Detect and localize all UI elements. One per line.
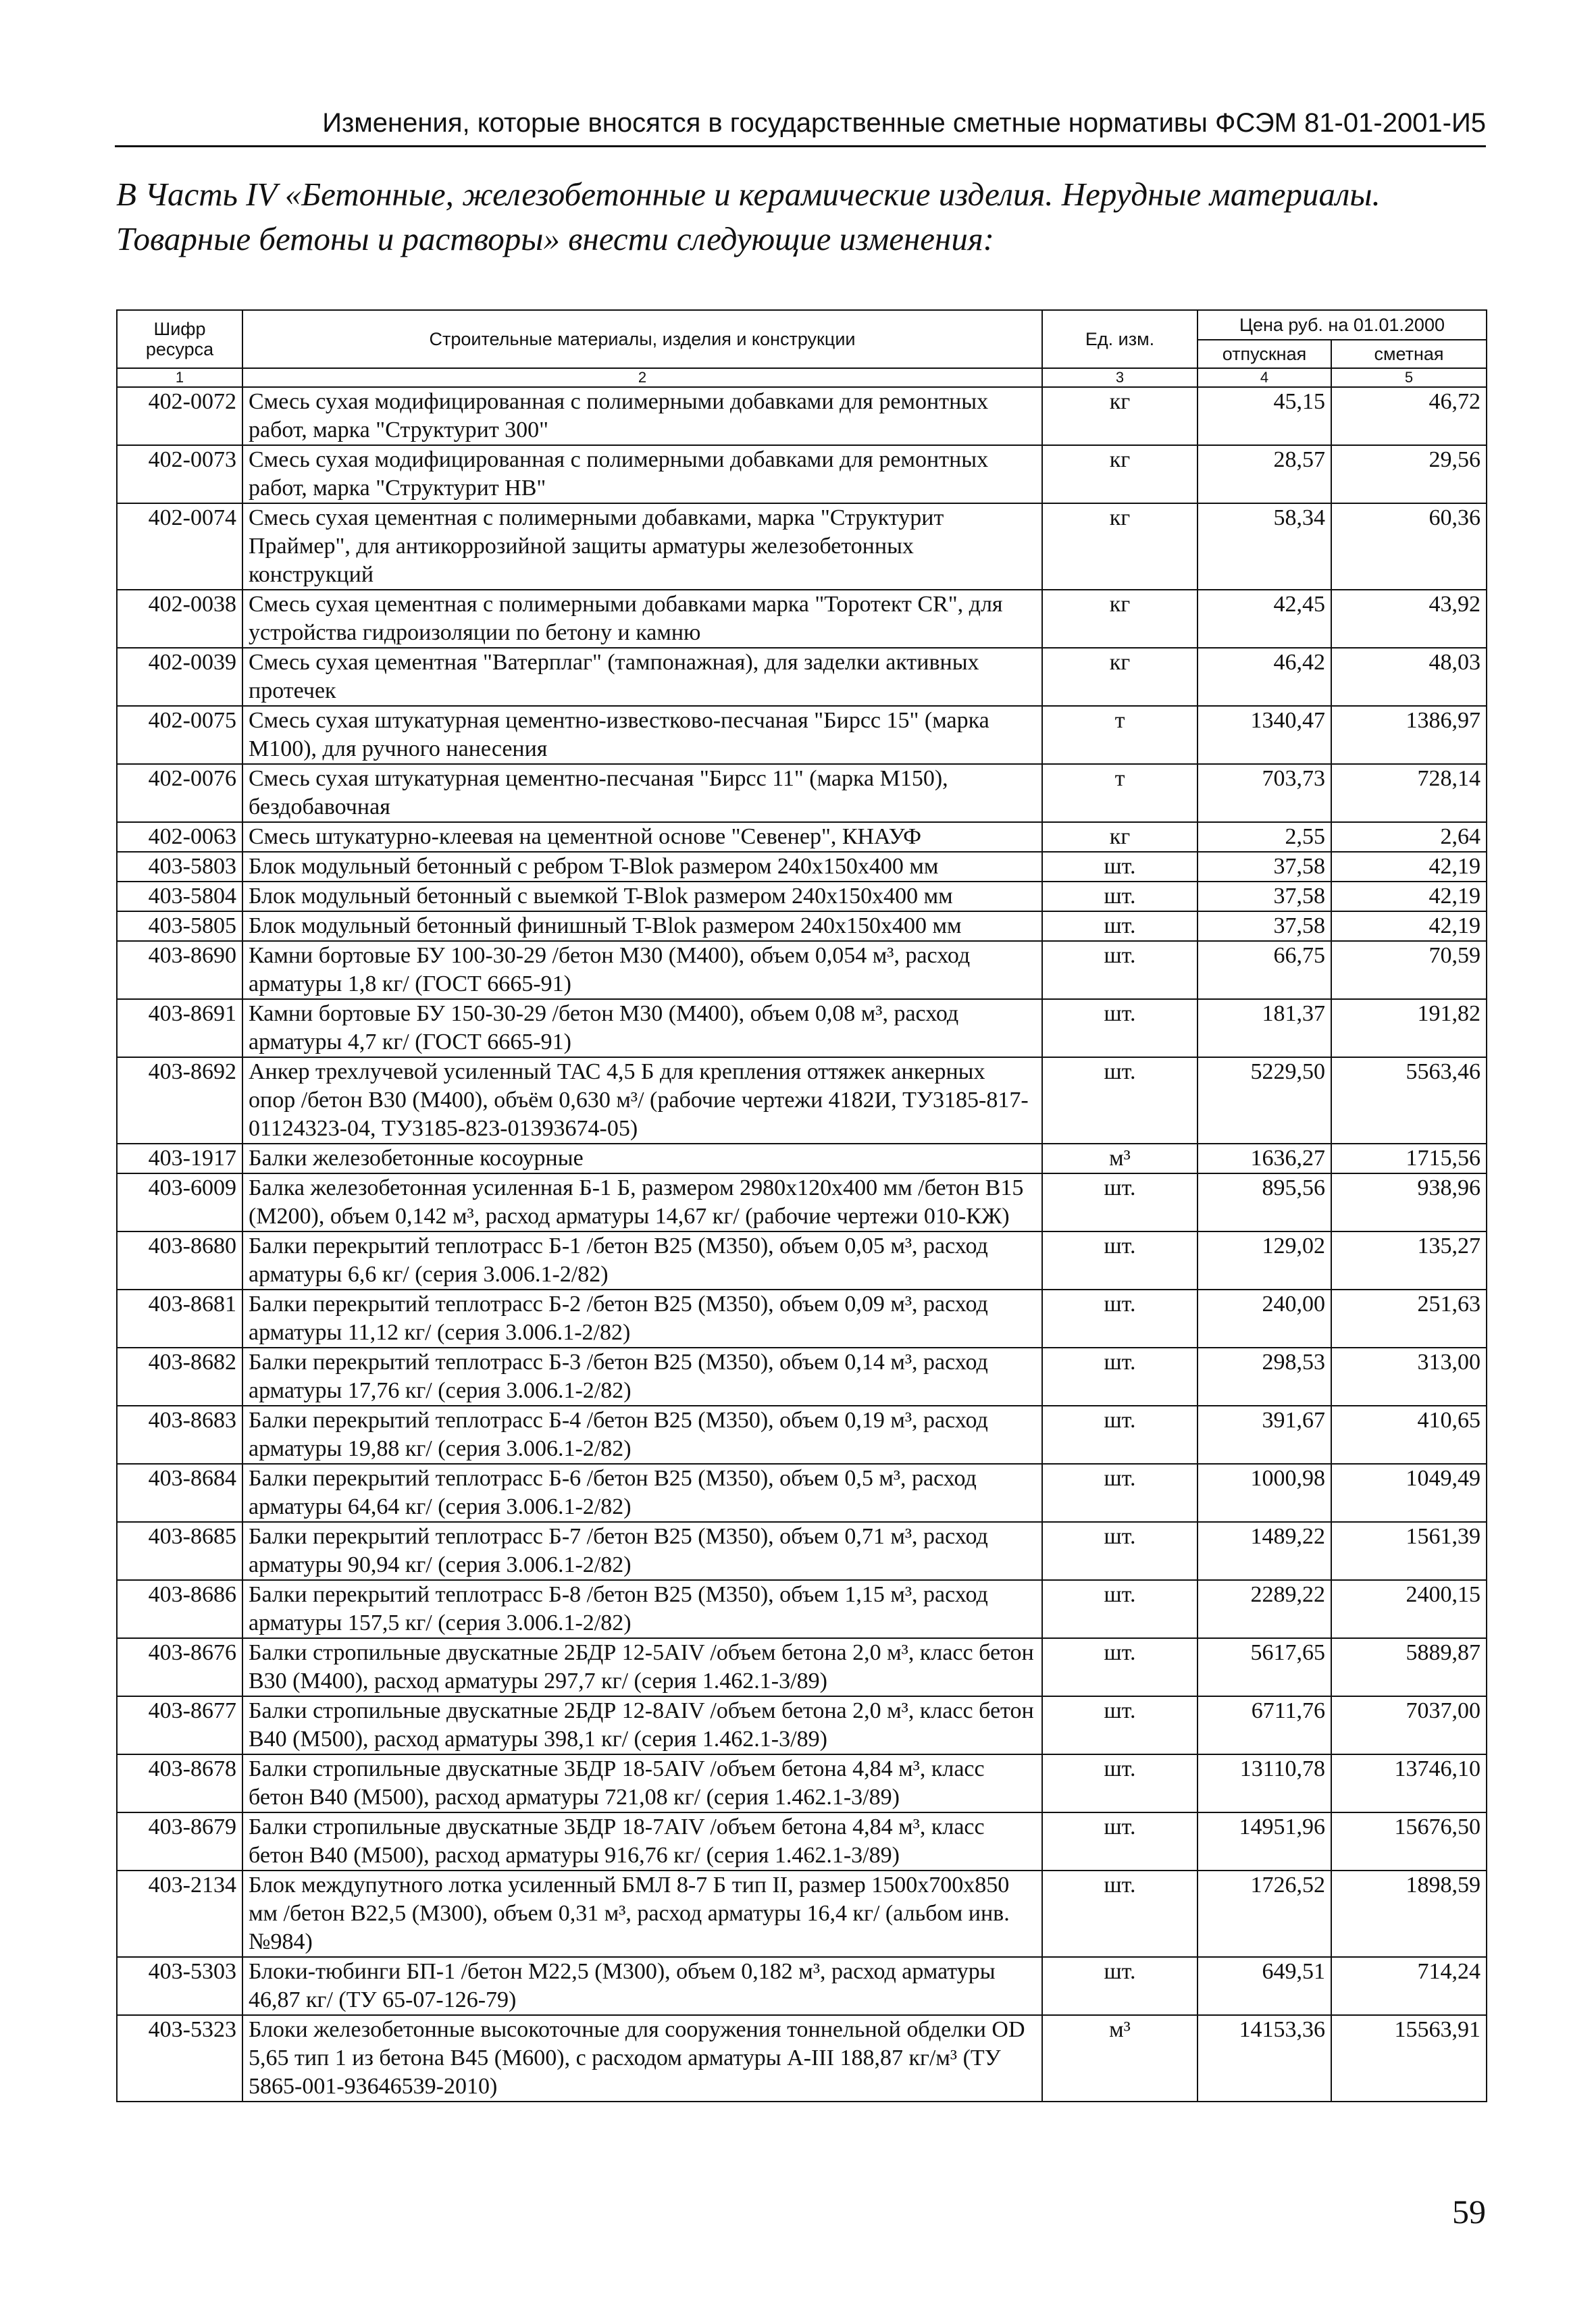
unit-of-measure: м³ <box>1042 1144 1198 1173</box>
release-price: 129,02 <box>1198 1231 1331 1290</box>
material-name: Балка железобетонная усиленная Б-1 Б, размером 2980х120х400 мм /бетон В15 (М200), объем 0,142 м³, расход арматуры 14,67 кг/ (рабочие чертежи 010-КЖ) <box>242 1173 1042 1231</box>
table-row <box>117 1290 1487 1348</box>
material-name: Блок модульный бетонный с ребром T-Blok размером 240х150х400 мм <box>242 852 1042 882</box>
unit-of-measure: м³ <box>1042 2015 1198 2102</box>
release-price: 1636,27 <box>1198 1144 1331 1173</box>
estimate-price: 191,82 <box>1331 999 1487 1057</box>
unit-of-measure: шт. <box>1042 1406 1198 1464</box>
table-row <box>117 1638 1487 1696</box>
estimate-price: 15563,91 <box>1331 2015 1487 2102</box>
table-row <box>117 911 1487 941</box>
material-name: Смесь сухая цементная с полимерными добавками, марка "Структурит Праймер", для антикоррозийной защиты арматуры железобетонных конструкций <box>242 503 1042 590</box>
release-price: 5617,65 <box>1198 1638 1331 1696</box>
estimate-price: 251,63 <box>1331 1290 1487 1348</box>
unit-of-measure: кг <box>1042 648 1198 706</box>
header-release-price: отпускная <box>1198 340 1331 368</box>
material-name: Блок модульный бетонный с выемкой T-Blok размером 240х150х400 мм <box>242 882 1042 911</box>
resource-code: 403-5804 <box>117 882 242 911</box>
release-price: 703,73 <box>1198 764 1331 822</box>
estimate-price: 938,96 <box>1331 1173 1487 1231</box>
resource-code: 403-1917 <box>117 1144 242 1173</box>
unit-of-measure: шт. <box>1042 1812 1198 1871</box>
table-header <box>117 310 1487 387</box>
material-name: Балки стропильные двускатные 2БДР 12-5AIV /объем бетона 2,0 м³, класс бетон В30 (М400), расход арматуры 297,7 кг/ (серия 1.462.1-3/89) <box>242 1638 1042 1696</box>
resource-code: 403-5323 <box>117 2015 242 2102</box>
material-name: Камни бортовые БУ 150-30-29 /бетон М30 (М400), объем 0,08 м³, расход арматуры 4,7 кг/ (ГОСТ 6665-91) <box>242 999 1042 1057</box>
release-price: 58,34 <box>1198 503 1331 590</box>
material-name: Балки перекрытий теплотрасс Б-4 /бетон В25 (М350), объем 0,19 м³, расход арматуры 19,88 кг/ (серия 3.006.1-2/82) <box>242 1406 1042 1464</box>
resource-code: 403-8682 <box>117 1348 242 1406</box>
material-name: Смесь сухая цементная с полимерными добавками марка "Торотект CR", для устройства гидроизоляции по бетону и камню <box>242 590 1042 648</box>
table-row <box>117 1522 1487 1580</box>
table-row <box>117 503 1487 590</box>
resource-code: 402-0075 <box>117 706 242 764</box>
estimate-price: 42,19 <box>1331 882 1487 911</box>
estimate-price: 48,03 <box>1331 648 1487 706</box>
estimate-price: 1715,56 <box>1331 1144 1487 1173</box>
release-price: 1340,47 <box>1198 706 1331 764</box>
release-price: 649,51 <box>1198 1957 1331 2015</box>
release-price: 13110,78 <box>1198 1754 1331 1812</box>
resource-code: 403-8684 <box>117 1464 242 1522</box>
header-estimate-price: сметная <box>1331 340 1487 368</box>
release-price: 6711,76 <box>1198 1696 1331 1754</box>
resource-code: 403-8686 <box>117 1580 242 1638</box>
table-row <box>117 1348 1487 1406</box>
material-name: Смесь сухая модифицированная с полимерными добавками для ремонтных работ, марка "Структурит НВ" <box>242 445 1042 503</box>
unit-of-measure: шт. <box>1042 852 1198 882</box>
estimate-price: 5563,46 <box>1331 1057 1487 1144</box>
column-numbers-row <box>117 368 1487 387</box>
resource-code: 403-2134 <box>117 1871 242 1957</box>
material-name: Балки перекрытий теплотрасс Б-2 /бетон В25 (М350), объем 0,09 м³, расход арматуры 11,12 кг/ (серия 3.006.1-2/82) <box>242 1290 1042 1348</box>
intro-line-1: В Часть IV «Бетонные, железобетонные и керамические изделия. Нерудные материалы. <box>116 176 1381 213</box>
table-row <box>117 1754 1487 1812</box>
material-name: Блоки-тюбинги БП-1 /бетон М22,5 (М300), объем 0,182 м³, расход арматуры 46,87 кг/ (ТУ 65-07-126-79) <box>242 1957 1042 2015</box>
table-row <box>117 764 1487 822</box>
resource-code: 402-0074 <box>117 503 242 590</box>
resource-code: 402-0072 <box>117 387 242 445</box>
unit-of-measure: шт. <box>1042 1057 1198 1144</box>
release-price: 45,15 <box>1198 387 1331 445</box>
release-price: 240,00 <box>1198 1290 1331 1348</box>
header-name: Строительные материалы, изделия и конструкции <box>242 310 1042 368</box>
resource-code: 402-0076 <box>117 764 242 822</box>
resource-code: 403-5303 <box>117 1957 242 2015</box>
material-name: Блок междупутного лотка усиленный БМЛ 8-7 Б тип II, размер 1500х700х850 мм /бетон В22,5 (М300), объем 0,31 м³, расход арматуры 16,4 кг/ (альбом инв. №984) <box>242 1871 1042 1957</box>
estimate-price: 1049,49 <box>1331 1464 1487 1522</box>
release-price: 181,37 <box>1198 999 1331 1057</box>
table-row <box>117 2015 1487 2102</box>
estimate-price: 42,19 <box>1331 852 1487 882</box>
release-price: 42,45 <box>1198 590 1331 648</box>
material-name: Блоки железобетонные высокоточные для сооружения тоннельной обделки OD 5,65 тип 1 из бетона В45 (М600), с расходом арматуры А-III 188,87 кг/м³ (ТУ 5865-001-93646539-2010) <box>242 2015 1042 2102</box>
unit-of-measure: шт. <box>1042 941 1198 999</box>
resource-code: 403-8677 <box>117 1696 242 1754</box>
estimate-price: 29,56 <box>1331 445 1487 503</box>
table-row <box>117 1812 1487 1871</box>
table-body <box>117 387 1487 2102</box>
resource-code: 403-5803 <box>117 852 242 882</box>
column-number: 1 <box>117 368 242 387</box>
material-name: Балки перекрытий теплотрасс Б-1 /бетон В25 (М350), объем 0,05 м³, расход арматуры 6,6 кг/ (серия 3.006.1-2/82) <box>242 1231 1042 1290</box>
unit-of-measure: шт. <box>1042 1754 1198 1812</box>
unit-of-measure: шт. <box>1042 1173 1198 1231</box>
estimate-price: 410,65 <box>1331 1406 1487 1464</box>
release-price: 46,42 <box>1198 648 1331 706</box>
unit-of-measure: шт. <box>1042 999 1198 1057</box>
estimate-price: 313,00 <box>1331 1348 1487 1406</box>
table-row <box>117 387 1487 445</box>
resource-code: 403-8681 <box>117 1290 242 1348</box>
column-number: 4 <box>1198 368 1331 387</box>
table-row <box>117 1231 1487 1290</box>
material-name: Балки железобетонные косоурные <box>242 1144 1042 1173</box>
release-price: 37,58 <box>1198 911 1331 941</box>
estimate-price: 70,59 <box>1331 941 1487 999</box>
release-price: 5229,50 <box>1198 1057 1331 1144</box>
table-row <box>117 1957 1487 2015</box>
resource-code: 403-8691 <box>117 999 242 1057</box>
material-name: Балки перекрытий теплотрасс Б-8 /бетон В25 (М350), объем 1,15 м³, расход арматуры 157,5 кг/ (серия 3.006.1-2/82) <box>242 1580 1042 1638</box>
unit-of-measure: шт. <box>1042 1290 1198 1348</box>
estimate-price: 714,24 <box>1331 1957 1487 2015</box>
unit-of-measure: кг <box>1042 503 1198 590</box>
header-price: Цена руб. на 01.01.2000 <box>1198 310 1487 340</box>
resource-code: 403-5805 <box>117 911 242 941</box>
table-row <box>117 445 1487 503</box>
release-price: 37,58 <box>1198 852 1331 882</box>
release-price: 895,56 <box>1198 1173 1331 1231</box>
unit-of-measure: шт. <box>1042 1348 1198 1406</box>
release-price: 1726,52 <box>1198 1871 1331 1957</box>
material-name: Блок модульный бетонный финишный T-Blok размером 240х150х400 мм <box>242 911 1042 941</box>
column-number: 5 <box>1331 368 1487 387</box>
resource-code: 403-8676 <box>117 1638 242 1696</box>
table-row <box>117 706 1487 764</box>
resource-code: 403-8683 <box>117 1406 242 1464</box>
resource-code: 402-0038 <box>117 590 242 648</box>
material-name: Смесь сухая модифицированная с полимерными добавками для ремонтных работ, марка "Структурит 300" <box>242 387 1042 445</box>
release-price: 298,53 <box>1198 1348 1331 1406</box>
release-price: 1489,22 <box>1198 1522 1331 1580</box>
release-price: 28,57 <box>1198 445 1331 503</box>
materials-table <box>116 309 1487 2102</box>
release-price: 14153,36 <box>1198 2015 1331 2102</box>
unit-of-measure: т <box>1042 764 1198 822</box>
resource-code: 403-8678 <box>117 1754 242 1812</box>
table-row <box>117 648 1487 706</box>
unit-of-measure: кг <box>1042 590 1198 648</box>
resource-code: 403-8692 <box>117 1057 242 1144</box>
release-price: 37,58 <box>1198 882 1331 911</box>
table-row <box>117 999 1487 1057</box>
material-name: Камни бортовые БУ 100-30-29 /бетон М30 (М400), объем 0,054 м³, расход арматуры 1,8 кг/ (ГОСТ 6665-91) <box>242 941 1042 999</box>
estimate-price: 13746,10 <box>1331 1754 1487 1812</box>
release-price: 1000,98 <box>1198 1464 1331 1522</box>
table-row <box>117 822 1487 852</box>
unit-of-measure: шт. <box>1042 1871 1198 1957</box>
release-price: 14951,96 <box>1198 1812 1331 1871</box>
page-header: Изменения, которые вносятся в государственные сметные нормативы ФСЭМ 81-01-2001-И5 <box>115 108 1486 147</box>
unit-of-measure: шт. <box>1042 911 1198 941</box>
table-row <box>117 882 1487 911</box>
estimate-price: 2,64 <box>1331 822 1487 852</box>
estimate-price: 1561,39 <box>1331 1522 1487 1580</box>
estimate-price: 1898,59 <box>1331 1871 1487 1957</box>
table-row <box>117 941 1487 999</box>
table-row <box>117 1580 1487 1638</box>
table-row <box>117 1144 1487 1173</box>
unit-of-measure: шт. <box>1042 882 1198 911</box>
estimate-price: 60,36 <box>1331 503 1487 590</box>
resource-code: 403-8690 <box>117 941 242 999</box>
estimate-price: 1386,97 <box>1331 706 1487 764</box>
resource-code: 402-0063 <box>117 822 242 852</box>
material-name: Балки стропильные двускатные 2БДР 12-8AIV /объем бетона 2,0 м³, класс бетон В40 (М500), расход арматуры 398,1 кг/ (серия 1.462.1-3/89) <box>242 1696 1042 1754</box>
material-name: Смесь сухая цементная "Ватерплаг" (тампонажная), для заделки активных протечек <box>242 648 1042 706</box>
table-row <box>117 1464 1487 1522</box>
material-name: Балки стропильные двускатные 3БДР 18-5AIV /объем бетона 4,84 м³, класс бетон В40 (М500), расход арматуры 721,08 кг/ (серия 1.462.1-3/89) <box>242 1754 1042 1812</box>
unit-of-measure: кг <box>1042 822 1198 852</box>
material-name: Смесь штукатурно-клеевая на цементной основе "Севенер", КНАУФ <box>242 822 1042 852</box>
table-row <box>117 852 1487 882</box>
resource-code: 403-8680 <box>117 1231 242 1290</box>
estimate-price: 46,72 <box>1331 387 1487 445</box>
table-row <box>117 590 1487 648</box>
unit-of-measure: шт. <box>1042 1696 1198 1754</box>
resource-code: 403-8679 <box>117 1812 242 1871</box>
intro-text <box>116 172 1501 261</box>
material-name: Балки стропильные двускатные 3БДР 18-7AIV /объем бетона 4,84 м³, класс бетон В40 (М500), расход арматуры 916,76 кг/ (серия 1.462.1-3/89) <box>242 1812 1042 1871</box>
unit-of-measure: шт. <box>1042 1522 1198 1580</box>
resource-code: 403-8685 <box>117 1522 242 1580</box>
table-row <box>117 1871 1487 1957</box>
estimate-price: 5889,87 <box>1331 1638 1487 1696</box>
header-code: Шифр ресурса <box>117 310 242 368</box>
release-price: 391,67 <box>1198 1406 1331 1464</box>
material-name: Балки перекрытий теплотрасс Б-6 /бетон В25 (М350), объем 0,5 м³, расход арматуры 64,64 кг/ (серия 3.006.1-2/82) <box>242 1464 1042 1522</box>
unit-of-measure: кг <box>1042 387 1198 445</box>
table-row <box>117 1057 1487 1144</box>
unit-of-measure: т <box>1042 706 1198 764</box>
table-row <box>117 1406 1487 1464</box>
estimate-price: 43,92 <box>1331 590 1487 648</box>
material-name: Анкер трехлучевой усиленный ТАС 4,5 Б для крепления оттяжек анкерных опор /бетон В30 (М400), объём 0,630 м³/ (рабочие чертежи 4182И, ТУ3185-817-01124323-04, ТУ3185-823-01393674-05) <box>242 1057 1042 1144</box>
unit-of-measure: шт. <box>1042 1231 1198 1290</box>
estimate-price: 2400,15 <box>1331 1580 1487 1638</box>
resource-code: 402-0039 <box>117 648 242 706</box>
page-number: 59 <box>1452 2193 1486 2231</box>
column-number: 3 <box>1042 368 1198 387</box>
intro-line-2: Товарные бетоны и растворы» внести следующие изменения: <box>116 220 994 257</box>
estimate-price: 135,27 <box>1331 1231 1487 1290</box>
material-name: Смесь сухая штукатурная цементно-песчаная "Бирсс 11" (марка М150), бездобавочная <box>242 764 1042 822</box>
unit-of-measure: шт. <box>1042 1580 1198 1638</box>
release-price: 2,55 <box>1198 822 1331 852</box>
unit-of-measure: шт. <box>1042 1957 1198 2015</box>
material-name: Балки перекрытий теплотрасс Б-7 /бетон В25 (М350), объем 0,71 м³, расход арматуры 90,94 кг/ (серия 3.006.1-2/82) <box>242 1522 1042 1580</box>
release-price: 2289,22 <box>1198 1580 1331 1638</box>
column-number: 2 <box>242 368 1042 387</box>
estimate-price: 7037,00 <box>1331 1696 1487 1754</box>
unit-of-measure: шт. <box>1042 1464 1198 1522</box>
table-row <box>117 1696 1487 1754</box>
estimate-price: 42,19 <box>1331 911 1487 941</box>
material-name: Смесь сухая штукатурная цементно-известково-песчаная "Бирсс 15" (марка М100), для ручного нанесения <box>242 706 1042 764</box>
unit-of-measure: кг <box>1042 445 1198 503</box>
header-unit: Ед. изм. <box>1042 310 1198 368</box>
estimate-price: 15676,50 <box>1331 1812 1487 1871</box>
material-name: Балки перекрытий теплотрасс Б-3 /бетон В25 (М350), объем 0,14 м³, расход арматуры 17,76 кг/ (серия 3.006.1-2/82) <box>242 1348 1042 1406</box>
unit-of-measure: шт. <box>1042 1638 1198 1696</box>
resource-code: 403-6009 <box>117 1173 242 1231</box>
estimate-price: 728,14 <box>1331 764 1487 822</box>
table-row <box>117 1173 1487 1231</box>
resource-code: 402-0073 <box>117 445 242 503</box>
release-price: 66,75 <box>1198 941 1331 999</box>
